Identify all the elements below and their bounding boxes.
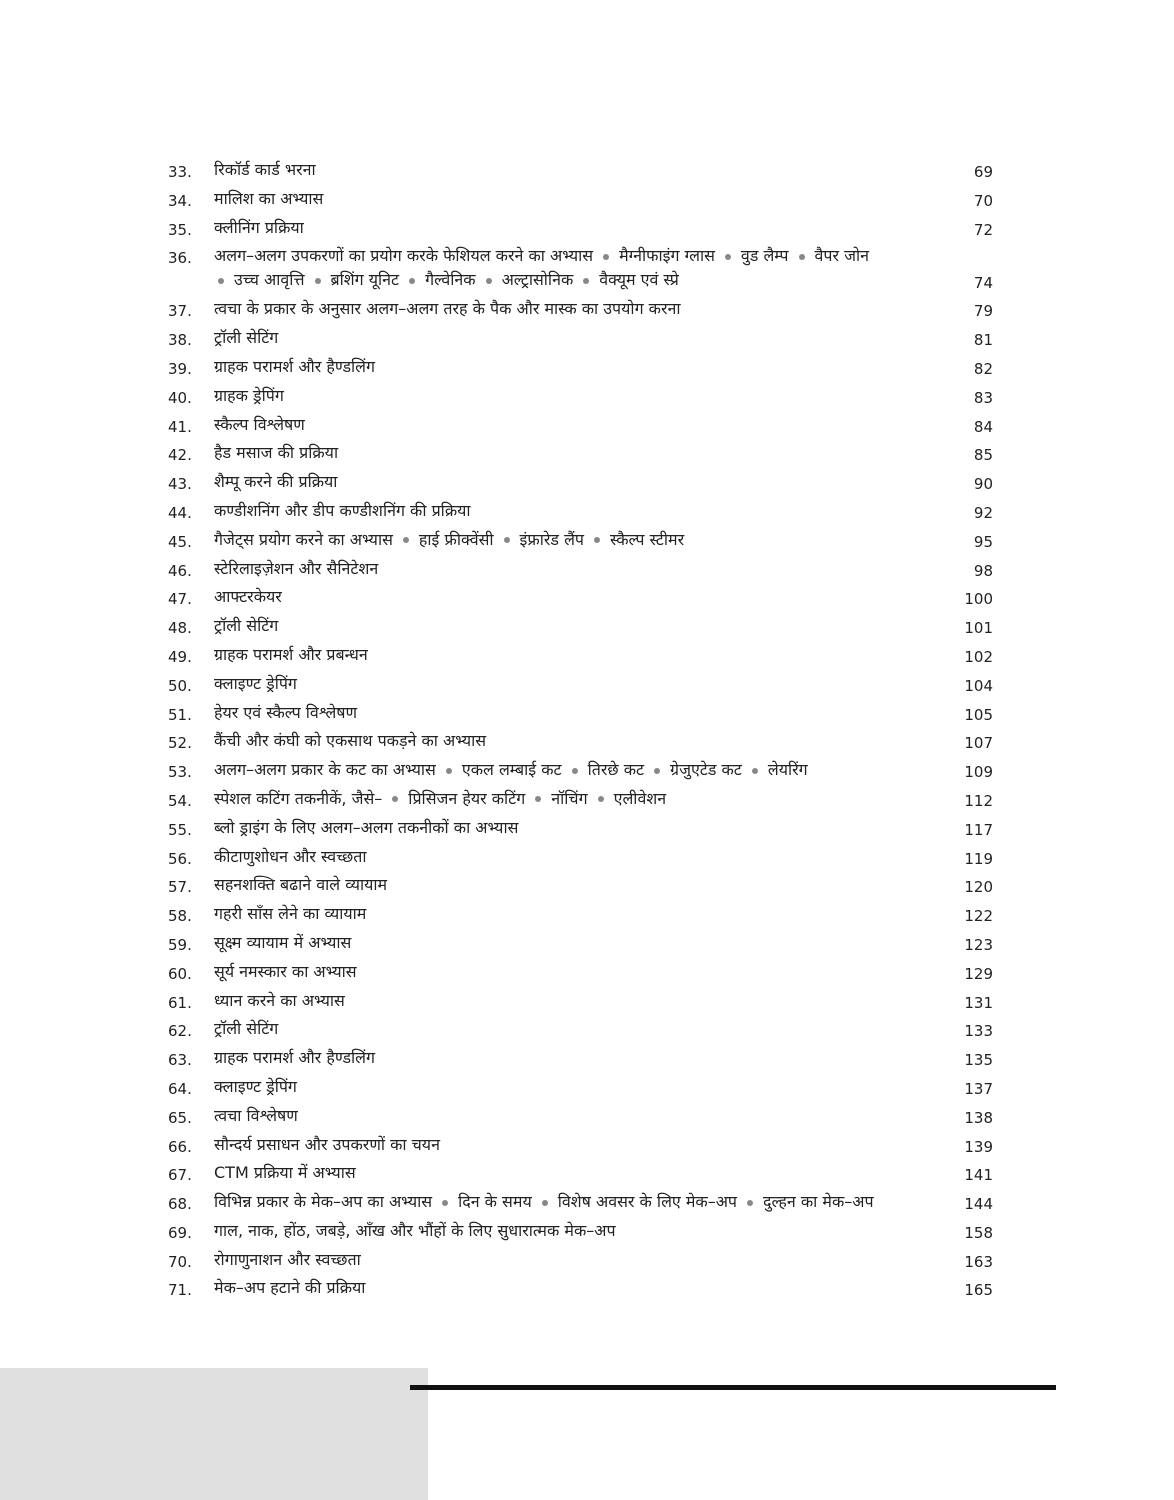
toc-entry[interactable] <box>168 499 993 528</box>
entry-page-number: 123 <box>964 935 993 954</box>
entry-number: 51. <box>168 705 192 724</box>
entry-page-number: 104 <box>964 676 993 695</box>
entry-title: शैम्पू करने की प्रक्रिया <box>214 472 338 492</box>
entry-title-block <box>214 441 953 465</box>
entry-subtopic: मैग्नीफाइंग ग्लास <box>619 246 715 266</box>
entry-title: हैड मसाज की प्रक्रिया <box>214 443 339 463</box>
entry-page-number: 95 <box>973 532 993 551</box>
entry-page-number: 70 <box>973 191 993 210</box>
toc-entry[interactable] <box>168 297 993 326</box>
toc-entry[interactable] <box>168 441 993 470</box>
entry-page-number: 101 <box>964 619 993 638</box>
entry-number: 42. <box>168 446 192 465</box>
entry-title-block <box>214 1190 953 1214</box>
entry-page-number: 117 <box>964 820 993 839</box>
bullet-icon <box>747 1200 753 1206</box>
entry-number: 59. <box>168 935 192 954</box>
entry-page-number: 129 <box>964 964 993 983</box>
entry-title: कण्डीशनिंग और डीप कण्डीशनिंग की प्रक्रिया <box>214 500 471 520</box>
entry-title: ट्रॉली सेटिंग <box>214 1019 279 1039</box>
entry-page-number: 92 <box>973 503 993 522</box>
entry-number: 49. <box>168 647 192 666</box>
entry-number: 56. <box>168 849 192 868</box>
entry-page-number: 69 <box>973 163 993 181</box>
entry-number: 60. <box>168 964 192 983</box>
entry-title-block <box>214 1104 953 1128</box>
entry-page-number: 119 <box>964 849 993 868</box>
toc-entry[interactable] <box>168 1133 993 1162</box>
entry-title: ट्रॉली सेटिंग <box>214 328 279 348</box>
entry-page-number: 137 <box>964 1079 993 1098</box>
entry-number: 70. <box>168 1252 192 1271</box>
entry-title-block <box>214 902 953 926</box>
entry-title: मालिश का अभ्यास <box>214 188 324 208</box>
entry-number: 64. <box>168 1079 192 1098</box>
entry-title: रोगाणुनाशन और स्वच्छता <box>214 1249 361 1269</box>
toc-entry[interactable] <box>168 326 993 355</box>
entry-title-block <box>214 187 953 211</box>
entry-title-block <box>214 989 953 1013</box>
entry-subtopic: स्कैल्प स्टीमर <box>610 529 685 549</box>
entry-number: 41. <box>168 417 192 436</box>
entry-subtopic: एलीवेशन <box>613 788 667 808</box>
footer-gray-block <box>0 1368 428 1500</box>
bullet-icon <box>583 278 589 284</box>
bullet-icon <box>598 796 604 802</box>
entry-page-number: 105 <box>964 705 993 724</box>
entry-page-number: 158 <box>964 1223 993 1242</box>
toc-entry[interactable] <box>168 585 993 614</box>
entry-number: 34. <box>168 191 192 210</box>
entry-number: 71. <box>168 1281 192 1300</box>
entry-title: त्वचा के प्रकार के अनुसार अलग–अलग तरह के पैक और मास्क का उपयोग करना <box>214 299 681 319</box>
entry-number: 53. <box>168 763 192 782</box>
entry-title: क्लाइण्ट ड्रेपिंग <box>214 673 297 693</box>
entry-page-number: 98 <box>973 561 993 580</box>
entry-title: आफ्टरकेयर <box>214 587 282 607</box>
entry-page-number: 138 <box>964 1108 993 1127</box>
bullet-icon <box>594 537 600 543</box>
entry-page-number: 74 <box>973 274 993 293</box>
entry-number: 36. <box>168 249 192 268</box>
entry-subtopic: वुड लैम्प <box>740 246 789 266</box>
entry-subtopic: ग्रेजुएटेड कट <box>670 760 742 780</box>
entry-title-block <box>214 701 953 725</box>
entry-title: CTM प्रक्रिया में अभ्यास <box>214 1163 356 1183</box>
entry-title-block <box>214 1248 953 1272</box>
entry-number: 35. <box>168 220 192 239</box>
entry-title-block <box>214 960 953 984</box>
entry-page-number: 107 <box>964 734 993 753</box>
toc-entry[interactable] <box>168 528 993 557</box>
entry-page-number: 84 <box>973 417 993 436</box>
entry-title: क्लीनिंग प्रक्रिया <box>214 217 304 237</box>
entry-number: 61. <box>168 993 192 1012</box>
entry-title-block <box>214 158 953 182</box>
bullet-icon <box>442 1200 448 1206</box>
entry-title-block <box>214 643 953 667</box>
entry-title-block <box>214 499 953 523</box>
entry-title: अलग–अलग प्रकार के कट का अभ्यास <box>214 760 436 780</box>
entry-title-block <box>214 1219 953 1243</box>
entry-title-block <box>214 758 953 782</box>
entry-title-block <box>214 1161 953 1185</box>
entry-page-number: 79 <box>973 302 993 321</box>
entry-page-number: 81 <box>973 331 993 350</box>
entry-title-block <box>214 297 953 321</box>
toc-entry[interactable] <box>168 643 993 672</box>
entry-title-block <box>214 1276 953 1300</box>
toc-entry[interactable] <box>168 158 993 187</box>
entry-title-block <box>214 873 953 897</box>
entry-title: ग्राहक ड्रेपिंग <box>214 385 284 405</box>
entry-page-number: 122 <box>964 907 993 926</box>
entry-subtopic: ब्रशिंग यूनिट <box>330 270 400 290</box>
entry-number: 40. <box>168 388 192 407</box>
toc-entry[interactable] <box>168 1248 993 1277</box>
entry-subtopic: लेयरिंग <box>767 760 808 780</box>
entry-title-block <box>214 1133 953 1157</box>
entry-subtopic: एकल लम्बाई कट <box>461 760 562 780</box>
bullet-icon <box>799 254 805 260</box>
entry-title: गैजेट्स प्रयोग करने का अभ्यास <box>214 529 393 549</box>
bullet-icon <box>446 768 452 774</box>
entry-number: 47. <box>168 590 192 609</box>
toc-entry[interactable] <box>168 989 993 1018</box>
bullet-icon <box>504 537 510 543</box>
entry-number: 69. <box>168 1223 192 1242</box>
entry-title: गाल, नाक, होंठ, जबड़े, आँख और भौंहों के लिए सुधारात्मक मेक–अप <box>214 1220 616 1240</box>
bullet-icon <box>725 254 731 260</box>
entry-title-block <box>214 528 953 552</box>
toc-entry[interactable] <box>168 729 993 758</box>
entry-title-block <box>214 1017 953 1041</box>
entry-subtopic: गैल्वेनिक <box>425 270 476 290</box>
entry-title: हेयर एवं स्कैल्प विश्लेषण <box>214 702 358 722</box>
entry-subtopic: विशेष अवसर के लिए मेक–अप <box>557 1192 738 1212</box>
entry-number: 55. <box>168 820 192 839</box>
toc-entry[interactable] <box>168 413 993 442</box>
entry-title: ट्रॉली सेटिंग <box>214 616 279 636</box>
toc-entry[interactable] <box>168 216 993 245</box>
entry-title-block <box>214 931 953 955</box>
entry-page-number: 120 <box>964 878 993 897</box>
toc-entry[interactable] <box>168 758 993 787</box>
entry-number: 39. <box>168 359 192 378</box>
entry-title: ग्राहक परामर्श और प्रबन्धन <box>214 644 368 664</box>
entry-title-block <box>214 470 953 494</box>
entry-title-block <box>214 1075 953 1099</box>
entry-subtopic: प्रिसिजन हेयर कटिंग <box>408 788 526 808</box>
entry-title: सूक्ष्म व्यायाम में अभ्यास <box>214 932 352 952</box>
entry-title: अलग–अलग उपकरणों का प्रयोग करके फेशियल करने का अभ्यास <box>214 246 594 266</box>
entry-page-number: 112 <box>964 791 993 810</box>
entry-number: 48. <box>168 619 192 638</box>
entry-subtopic: तिरछे कट <box>587 760 645 780</box>
entry-number: 45. <box>168 532 192 551</box>
entry-title-block <box>214 816 953 840</box>
entry-page-number: 90 <box>973 475 993 494</box>
entry-number: 46. <box>168 561 192 580</box>
entry-page-number: 135 <box>964 1051 993 1070</box>
entry-title-block <box>214 614 953 638</box>
entry-subtopic: उच्च आवृत्ति <box>234 270 305 290</box>
entry-page-number: 102 <box>964 647 993 666</box>
entry-subtopic: अल्ट्रासोनिक <box>501 270 574 290</box>
entry-title: कीटाणुशोधन और स्वच्छता <box>214 846 367 866</box>
entry-title: त्वचा विश्लेषण <box>214 1105 298 1125</box>
entry-title-block <box>214 845 953 869</box>
entry-title-block <box>214 729 953 753</box>
bullet-icon <box>752 768 758 774</box>
entry-page-number: 131 <box>964 993 993 1012</box>
entry-number: 57. <box>168 878 192 897</box>
entry-subtopics-line <box>214 268 953 292</box>
toc-entry[interactable] <box>168 1046 993 1075</box>
entry-page-number: 165 <box>964 1281 993 1300</box>
entry-title: स्टेरिलाइज़ेशन और सैनिटेशन <box>214 558 379 578</box>
entry-page-number: 163 <box>964 1252 993 1271</box>
toc-entry[interactable] <box>168 355 993 384</box>
toc-entry[interactable] <box>168 787 993 816</box>
toc-entry[interactable] <box>168 1161 993 1190</box>
toc-entry[interactable] <box>168 1104 993 1133</box>
entry-page-number: 141 <box>964 1166 993 1185</box>
entry-number: 38. <box>168 331 192 350</box>
entry-title: ब्लो ड्राइंग के लिए अलग–अलग तकनीकों का अभ्यास <box>214 817 519 837</box>
entry-title: गहरी साँस लेने का व्यायाम <box>214 904 367 924</box>
bullet-icon <box>403 537 409 543</box>
entry-title-block <box>214 787 953 811</box>
entry-title-block <box>214 557 953 581</box>
entry-number: 63. <box>168 1051 192 1070</box>
entry-title-block <box>214 355 953 379</box>
entry-subtopic: दिन के समय <box>458 1192 532 1212</box>
entry-title-block <box>214 244 953 292</box>
entry-subtopic: वैक्यूम एवं स्प्रे <box>599 270 679 290</box>
entry-number: 50. <box>168 676 192 695</box>
entry-page-number: 85 <box>973 446 993 465</box>
entry-number: 54. <box>168 791 192 810</box>
entry-title: स्कैल्प विश्लेषण <box>214 414 305 434</box>
entry-title-block <box>214 585 953 609</box>
bullet-icon <box>409 278 415 284</box>
entry-title: सहनशक्ति बढाने वाले व्यायाम <box>214 875 388 895</box>
footer-rule <box>410 1385 1056 1390</box>
entry-title: सौन्दर्य प्रसाधन और उपकरणों का चयन <box>214 1134 440 1154</box>
entry-title: मेक–अप हटाने की प्रक्रिया <box>214 1278 366 1298</box>
entry-number: 44. <box>168 503 192 522</box>
toc-entry[interactable] <box>168 816 993 845</box>
toc-entry[interactable] <box>168 1075 993 1104</box>
entry-title-block <box>214 413 953 437</box>
entry-number: 65. <box>168 1108 192 1127</box>
entry-number: 58. <box>168 907 192 926</box>
toc-entry[interactable] <box>168 244 993 297</box>
entry-title: कैंची और कंघी को एकसाथ पकड़ने का अभ्यास <box>214 731 487 751</box>
toc-entry[interactable] <box>168 1276 993 1305</box>
toc-entry[interactable] <box>168 470 993 499</box>
toc-entry[interactable] <box>168 701 993 730</box>
toc-entry[interactable] <box>168 614 993 643</box>
entry-subtopic: दुल्हन का मेक–अप <box>763 1192 874 1212</box>
entry-title: सूर्य नमस्कार का अभ्यास <box>214 961 357 981</box>
entry-title: ग्राहक परामर्श और हैण्डलिंग <box>214 356 376 376</box>
entry-page-number: 100 <box>964 590 993 609</box>
table-of-contents <box>168 158 993 1305</box>
toc-entry[interactable] <box>168 845 993 874</box>
entry-title: ग्राहक परामर्श और हैण्डलिंग <box>214 1048 376 1068</box>
bullet-icon <box>392 796 398 802</box>
entry-number: 66. <box>168 1137 192 1156</box>
entry-page-number: 139 <box>964 1137 993 1156</box>
entry-title-block <box>214 1046 953 1070</box>
entry-title: स्पेशल कटिंग तकनीकें, जैसे– <box>214 788 383 808</box>
entry-page-number: 144 <box>964 1195 993 1214</box>
entry-page-number: 133 <box>964 1022 993 1041</box>
entry-number: 52. <box>168 734 192 753</box>
entry-title: रिकॉर्ड कार्ड भरना <box>214 160 316 179</box>
entry-number: 68. <box>168 1195 192 1214</box>
entry-title: ध्यान करने का अभ्यास <box>214 990 345 1010</box>
toc-entry[interactable] <box>168 931 993 960</box>
entry-page-number: 83 <box>973 388 993 407</box>
entry-number: 67. <box>168 1166 192 1185</box>
toc-entry[interactable] <box>168 187 993 216</box>
toc-entry[interactable] <box>168 873 993 902</box>
entry-number: 33. <box>168 163 192 181</box>
toc-entry[interactable] <box>168 672 993 701</box>
entry-page-number: 109 <box>964 763 993 782</box>
entry-page-number: 82 <box>973 359 993 378</box>
toc-entry[interactable] <box>168 557 993 586</box>
entry-number: 62. <box>168 1022 192 1041</box>
toc-entry[interactable] <box>168 1190 993 1219</box>
toc-entry[interactable] <box>168 384 993 413</box>
entry-number: 37. <box>168 302 192 321</box>
bullet-icon <box>654 768 660 774</box>
entry-subtopic: हाई फ्रीक्वेंसी <box>418 529 494 549</box>
entry-number: 43. <box>168 475 192 494</box>
bullet-icon <box>315 278 321 284</box>
entry-page-number: 72 <box>973 220 993 239</box>
entry-title: क्लाइण्ट ड्रेपिंग <box>214 1076 297 1096</box>
entry-title: विभिन्न प्रकार के मेक–अप का अभ्यास <box>214 1192 433 1212</box>
bullet-icon <box>535 796 541 802</box>
entry-subtopic: नॉचिंग <box>551 788 588 808</box>
entry-subtopic: इंफ्रारेड लैंप <box>519 529 585 549</box>
toc-entry[interactable] <box>168 1219 993 1248</box>
bullet-icon <box>542 1200 548 1206</box>
entry-title-block <box>214 216 953 240</box>
toc-entry[interactable] <box>168 1017 993 1046</box>
entry-title-block <box>214 326 953 350</box>
bullet-icon <box>218 278 224 284</box>
bullet-icon <box>572 768 578 774</box>
toc-entry[interactable] <box>168 902 993 931</box>
entry-title-block <box>214 672 953 696</box>
bullet-icon <box>486 278 492 284</box>
entry-title-block <box>214 384 953 408</box>
toc-entry[interactable] <box>168 960 993 989</box>
bullet-icon <box>603 254 609 260</box>
entry-subtopic: वैपर जोन <box>814 246 870 266</box>
